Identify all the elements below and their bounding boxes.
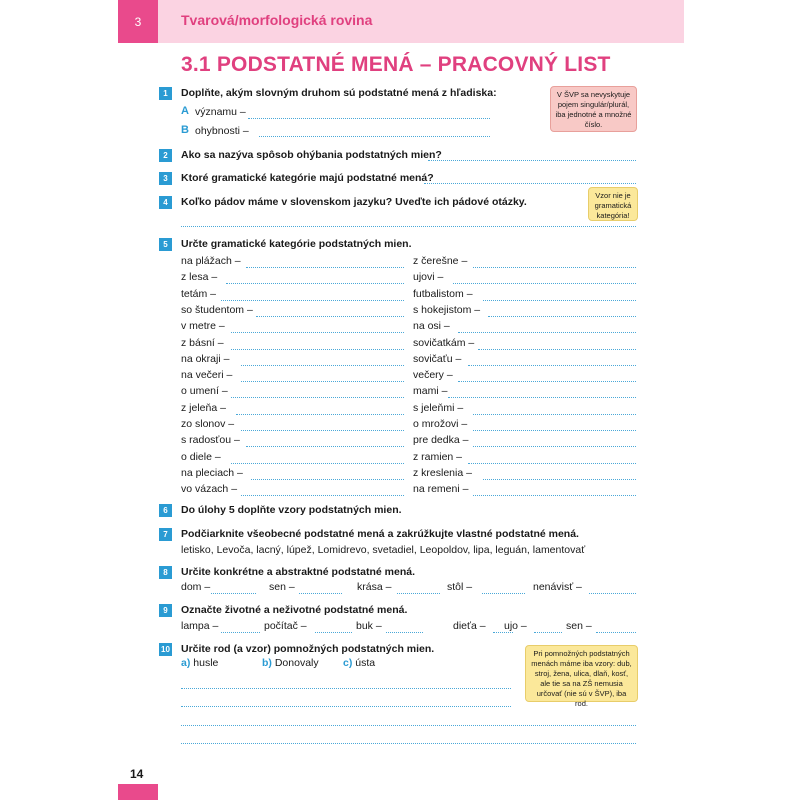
answer-line[interactable] [493, 632, 513, 633]
answer-line[interactable] [181, 706, 511, 707]
answer-line[interactable] [473, 430, 636, 431]
task-5-left-item: so študentom – [181, 303, 253, 316]
answer-line[interactable] [299, 593, 342, 594]
task-8-item: krása – [357, 581, 392, 593]
task-4-text: Koľko pádov máme v slovenskom jazyku? Uveďte ich pádové otázky. [181, 196, 527, 208]
answer-line[interactable] [468, 365, 636, 366]
task-2-number: 2 [159, 149, 172, 162]
chapter-number: 3 [118, 0, 158, 43]
answer-line[interactable] [458, 381, 636, 382]
task-5-number: 5 [159, 238, 172, 251]
answer-line[interactable] [468, 463, 636, 464]
task-7-number: 7 [159, 528, 172, 541]
task-1-a-letter: A [181, 105, 189, 117]
task-8-number: 8 [159, 566, 172, 579]
task-1-a-text: významu – [195, 106, 246, 118]
page-title: 3.1 PODSTATNÉ MENÁ – PRACOVNÝ LIST [181, 53, 611, 76]
answer-line[interactable] [248, 118, 490, 119]
answer-line[interactable] [428, 160, 636, 161]
task-5-right-item: z ramien – [413, 450, 463, 463]
answer-line[interactable] [241, 430, 404, 431]
task-5-left-item: v metre – [181, 320, 225, 333]
task-5-text: Určte gramatické kategórie podstatných mien. [181, 238, 412, 250]
task-1-b-text: ohybnosti – [195, 125, 249, 137]
task-8-text: Určite konkrétne a abstraktné podstatné mená. [181, 566, 415, 578]
task-5-right-item: mami – [413, 385, 448, 398]
task-1-b-letter: B [181, 124, 189, 136]
note-singular-plural: V ŠVP sa nevyskytuje pojem singulár/plurál, iba jednotné a množné číslo. [550, 86, 637, 132]
task-10-c-text: ústa [355, 657, 376, 669]
answer-line[interactable] [453, 283, 636, 284]
task-5-right-item: na osi – [413, 320, 450, 333]
task-1-text: Doplňte, akým slovným druhom sú podstatné mená z hľadiska: [181, 87, 497, 99]
answer-line[interactable] [386, 632, 423, 633]
task-5-left-item: na okraji – [181, 352, 230, 365]
task-10-a-text: husle [193, 657, 219, 669]
answer-line[interactable] [473, 267, 636, 268]
answer-line[interactable] [473, 495, 636, 496]
answer-line[interactable] [397, 593, 440, 594]
answer-line[interactable] [246, 446, 404, 447]
answer-line[interactable] [236, 414, 404, 415]
task-5-left-item: na plážach – [181, 255, 241, 267]
task-3-text: Ktoré gramatické kategórie majú podstatné mená? [181, 172, 434, 184]
task-1-number: 1 [159, 87, 172, 100]
task-9-text: Označte životné a neživotné podstatné mená. [181, 604, 408, 616]
answer-line[interactable] [221, 632, 260, 633]
page-tab [118, 784, 158, 800]
answer-line[interactable] [448, 397, 636, 398]
task-5-right-item: sovičatkám – [413, 336, 475, 349]
task-5-left-item: o diele – [181, 450, 221, 463]
task-7-text: Podčiarknite všeobecné podstatné mená a zakrúžkujte vlastné podstatné mená. [181, 528, 579, 540]
answer-line[interactable] [256, 316, 404, 317]
task-10-b-letter: b) [262, 657, 272, 669]
task-8-item: dom – [181, 581, 211, 593]
task-9-item: lampa – [181, 620, 219, 632]
task-8-item: sen – [269, 581, 295, 593]
task-9-item: ujo – [504, 620, 527, 632]
task-7-words: letisko, Levoča, lacný, lúpež, Lomidrevo, svetadiel, Leopoldov, lipa, leguán, lamentovať [181, 544, 586, 556]
task-5-left-item: z básní – [181, 336, 224, 349]
chapter-title: Tvarová/morfologická rovina [181, 12, 373, 28]
task-5-right-item: s hokejistom – [413, 303, 481, 316]
answer-line[interactable] [424, 183, 636, 184]
task-6-number: 6 [159, 504, 172, 517]
task-10-text: Určite rod (a vzor) pomnožných podstatných mien. [181, 643, 435, 655]
answer-line[interactable] [231, 349, 404, 350]
answer-line[interactable] [534, 632, 562, 633]
task-5-right-item: ujovi – [413, 271, 444, 284]
task-5-right-item: sovičaťu – [413, 352, 462, 365]
answer-line[interactable] [251, 479, 404, 480]
answer-line[interactable] [315, 632, 352, 633]
answer-line[interactable] [458, 332, 636, 333]
answer-line[interactable] [231, 332, 404, 333]
answer-line[interactable] [478, 349, 636, 350]
answer-line[interactable] [473, 414, 636, 415]
task-5-left-item: zo slonov – [181, 418, 235, 430]
task-5-right-item: večery – [413, 369, 453, 382]
answer-line[interactable] [241, 381, 404, 382]
task-8-item: stôl – [447, 581, 473, 593]
task-5-right-item: o mrožovi – [413, 418, 468, 430]
answer-line[interactable] [488, 316, 636, 317]
task-5-right-item: z čerešne – [413, 255, 468, 267]
task-10-a-letter: a) [181, 657, 191, 669]
answer-line[interactable] [181, 226, 636, 227]
task-9-item: počítač – [264, 620, 307, 632]
task-6-text: Do úlohy 5 doplňte vzory podstatných mien. [181, 504, 402, 516]
task-3-number: 3 [159, 172, 172, 185]
page-number: 14 [130, 767, 144, 781]
task-5-right-item: futbalistom – [413, 287, 473, 300]
answer-line[interactable] [181, 688, 511, 689]
task-10-number: 10 [159, 643, 172, 656]
answer-line[interactable] [231, 463, 404, 464]
answer-line[interactable] [231, 397, 404, 398]
answer-line[interactable] [246, 267, 404, 268]
answer-line[interactable] [221, 300, 404, 301]
answer-line[interactable] [483, 300, 636, 301]
task-5-right-item: z kreslenia – [413, 466, 472, 479]
answer-line[interactable] [483, 479, 636, 480]
answer-line[interactable] [181, 743, 636, 744]
task-5-left-item: z jeleňa – [181, 401, 226, 414]
answer-line[interactable] [211, 593, 256, 594]
task-9-item: buk – [356, 620, 382, 632]
task-5-right-item: s jeleňmi – [413, 401, 464, 414]
task-9-number: 9 [159, 604, 172, 617]
answer-line[interactable] [241, 495, 404, 496]
task-5-left-item: z lesa – [181, 271, 218, 284]
task-10-b-text: Donovaly [274, 657, 319, 669]
task-5-left-item: vo vázach – [181, 483, 238, 496]
task-5-left-item: tetám – [181, 287, 217, 300]
task-4-number: 4 [159, 196, 172, 209]
answer-line[interactable] [226, 283, 404, 284]
task-5-left-item: na večeri – [181, 369, 233, 382]
answer-line[interactable] [596, 632, 636, 633]
task-5-left-item: na pleciach – [181, 466, 243, 479]
task-5-right-item: pre dedka – [413, 434, 469, 447]
task-5-left-item: o umení – [181, 385, 228, 398]
answer-line[interactable] [589, 593, 636, 594]
answer-line[interactable] [241, 365, 404, 366]
task-10-c-letter: c) [343, 657, 353, 669]
task-9-item: sen – [566, 620, 592, 632]
task-5-left-item: s radosťou – [181, 434, 240, 447]
task-2-text: Ako sa nazýva spôsob ohýbania podstatných mien? [181, 149, 442, 161]
note-vzor: Vzor nie je gramatická kategória! [588, 187, 638, 221]
answer-line[interactable] [181, 725, 636, 726]
answer-line[interactable] [482, 593, 525, 594]
task-8-item: nenávisť – [533, 581, 582, 593]
answer-line[interactable] [473, 446, 636, 447]
answer-line[interactable] [259, 136, 490, 137]
task-9-item: dieťa – [453, 620, 486, 632]
task-5-right-item: na remeni – [413, 483, 469, 496]
note-pomnozne: Pri pomnožných podstatných menách máme iba vzory: dub, stroj, žena, ulica, dlaň, kosť, ale tie sa na ZŠ nemusia určovať (nie sú v ŠVP), iba rod. [525, 645, 638, 702]
